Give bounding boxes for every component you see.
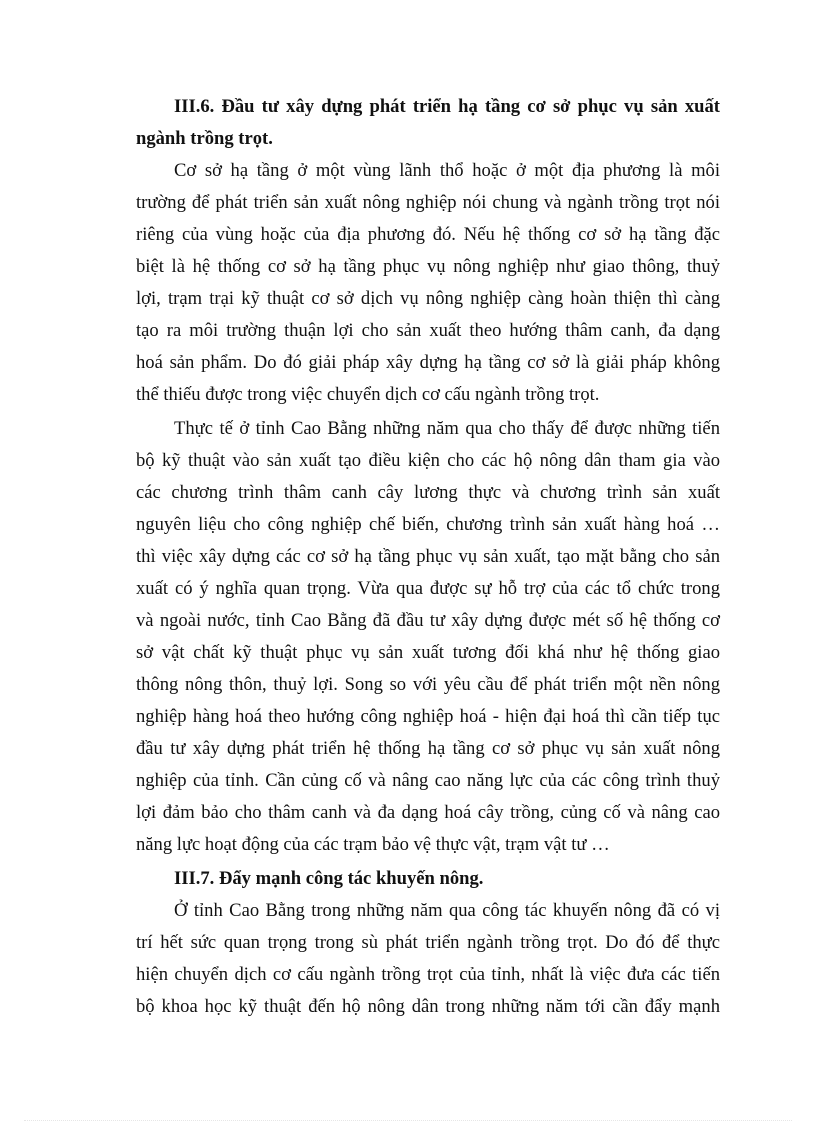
paragraph-line: các chương trình thâm canh cây lương thực và chương trình sản xuất bbox=[136, 482, 720, 503]
paragraph-line: hiện chuyển dịch cơ cấu ngành trồng trọt của tỉnh, nhất là việc đưa các tiến bbox=[136, 964, 720, 985]
paragraph-line: trí hết sức quan trọng trong sù phát triển ngành trồng trọt. Do đó để thực bbox=[136, 932, 720, 953]
paragraph-line: bộ kỹ thuật vào sản xuất tạo điều kiện cho các hộ nông dân tham gia vào bbox=[136, 450, 720, 471]
paragraph-line: và ngoài nước, tỉnh Cao Bằng đã đầu tư xây dựng được mét số hệ thống cơ bbox=[136, 610, 720, 631]
paragraph-line: nghiệp của tỉnh. Cần củng cố và nâng cao năng lực của các công trình thuỷ bbox=[136, 770, 720, 791]
page-bottom-rule bbox=[24, 1120, 792, 1121]
paragraph-line: tạo ra môi trường thuận lợi cho sản xuất theo hướng thâm canh, đa dạng bbox=[136, 320, 720, 341]
paragraph-line: bộ khoa học kỹ thuật đến hộ nông dân trong những năm tới cần đẩy mạnh bbox=[136, 996, 720, 1017]
paragraph-line: thì việc xây dựng các cơ sở hạ tầng phục vụ sản xuất, tạo mặt bằng cho sản bbox=[136, 546, 720, 567]
paragraph-line: thể thiếu được trong việc chuyển dịch cơ cấu ngành trồng trọt. bbox=[136, 384, 600, 405]
paragraph-line: Ở tỉnh Cao Bằng trong những năm qua công tác khuyến nông đã có vị bbox=[174, 900, 720, 921]
paragraph-line: riêng của vùng hoặc của địa phương đó. Nếu hệ thống cơ sở hạ tầng đặc bbox=[136, 224, 720, 245]
paragraph-line: xuất có ý nghĩa quan trọng. Vừa qua được sự hỗ trợ của các tổ chức trong bbox=[136, 578, 720, 599]
paragraph-line: biệt là hệ thống cơ sở hạ tầng phục vụ nông nghiệp như giao thông, thuỷ bbox=[136, 256, 720, 277]
paragraph-line: lợi đảm bảo cho thâm canh và đa dạng hoá cây trồng, củng cố và nâng cao bbox=[136, 802, 720, 823]
paragraph-line: Thực tế ở tỉnh Cao Bằng những năm qua cho thấy để được những tiến bbox=[174, 418, 720, 439]
paragraph-line: lợi, trạm trại kỹ thuật cơ sở dịch vụ nông nghiệp càng hoàn thiện thì càng bbox=[136, 288, 720, 309]
paragraph-line: trường để phát triển sản xuất nông nghiệp nói chung và ngành trồng trọt nói bbox=[136, 192, 720, 213]
paragraph-line: thông nông thôn, thuỷ lợi. Song so với yêu cầu để phát triển một nền nông bbox=[136, 674, 720, 695]
paragraph-line: hoá sản phẩm. Do đó giải pháp xây dựng hạ tầng cơ sở là giải pháp không bbox=[136, 352, 720, 373]
paragraph-line: nguyên liệu cho công nghiệp chế biến, chương trình sản xuất hàng hoá … bbox=[136, 514, 720, 535]
paragraph-line: đầu tư xây dựng phát triển hệ thống hạ tầng cơ sở phục vụ sản xuất nông bbox=[136, 738, 720, 759]
paragraph-line: năng lực hoạt động của các trạm bảo vệ thực vật, trạm vật tư … bbox=[136, 834, 610, 855]
paragraph-line: nghiệp hàng hoá theo hướng công nghiệp hoá - hiện đại hoá thì cần tiếp tục bbox=[136, 706, 720, 727]
paragraph-line: Cơ sở hạ tầng ở một vùng lãnh thổ hoặc ở một địa phương là môi bbox=[174, 160, 720, 181]
section-6-heading-line-2: ngành trồng trọt. bbox=[136, 128, 273, 149]
section-6-heading-line-1: III.6. Đầu tư xây dựng phát triển hạ tầng cơ sở phục vụ sản xuất bbox=[174, 96, 720, 117]
section-7-heading: III.7. Đẩy mạnh công tác khuyến nông. bbox=[174, 868, 484, 889]
paragraph-line: sở vật chất kỹ thuật phục vụ sản xuất tương đối khá như hệ thống giao bbox=[136, 642, 720, 663]
